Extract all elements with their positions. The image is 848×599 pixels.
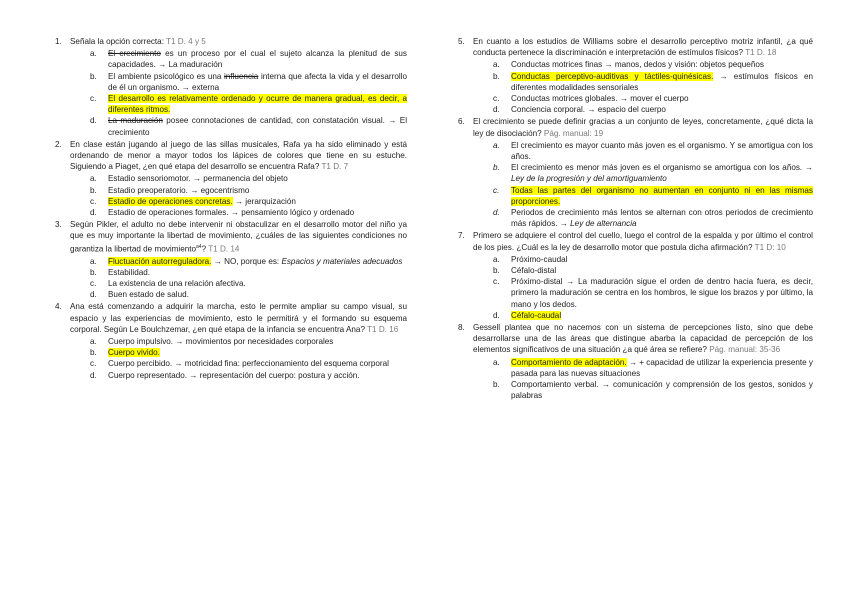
option-text	[511, 276, 813, 310]
option-text	[511, 162, 813, 184]
question-block	[55, 139, 407, 218]
answer-options	[458, 254, 813, 321]
option-text-segment: Próximo-caudal	[511, 254, 568, 264]
struck-text: El crecimiento	[108, 49, 161, 59]
option-letter: b.	[493, 266, 500, 276]
source-reference: T1 D. 16	[367, 324, 399, 334]
option-text	[511, 254, 813, 265]
source-reference: T1 D. 7	[321, 162, 349, 172]
answer-option	[90, 289, 407, 300]
option-letter: d.	[90, 116, 97, 126]
answer-option	[90, 196, 407, 207]
answer-option	[90, 115, 407, 137]
option-letter: c.	[90, 94, 97, 104]
option-text-segment: → estímulos físicos en diferentes modalidades sensoriales	[511, 71, 813, 92]
option-text-segment: es un proceso por el cual el sujeto alcanza la plenitud de sus capacidades. → La maduración	[108, 49, 407, 70]
question	[458, 230, 813, 252]
answer-option	[90, 48, 407, 70]
question-block	[458, 230, 813, 321]
right-column	[458, 36, 813, 403]
option-text-segment: Estadio sensoriomotor. → permanencia del objeto	[108, 174, 288, 184]
option-letter: d.	[493, 310, 500, 320]
option-text	[108, 370, 407, 381]
option-text-segment: Cuerpo impulsivo. → movimientos por necesidades corporales	[108, 337, 334, 346]
question	[55, 301, 407, 335]
option-text-segment: Ley de la progresión y del amortiguamiento	[511, 174, 667, 184]
option-text	[108, 115, 407, 137]
answer-option	[90, 71, 407, 93]
option-text	[108, 347, 407, 358]
question-number: 2.	[55, 139, 62, 149]
option-letter: a.	[493, 140, 500, 150]
option-letter: b.	[90, 348, 97, 358]
question-statement: En clase están jugando al juego de las sillas musicales, Rafa ya ha sido eliminado y está ordenando de menor a mayor todos los lápices de colores que tiene en su estuche. Siguiendo a Piaget, ¿en qué etapa del desarrollo se encuentra Rafa?	[70, 139, 407, 172]
option-text	[108, 71, 407, 93]
source-reference: T1 D. 4 y 5	[166, 37, 206, 46]
question-text	[70, 139, 407, 173]
option-letter: a.	[493, 254, 500, 264]
question-text	[473, 116, 813, 138]
option-text-segment: → + capacidad de utilizar la experiencia presente y pasada para las nuevas situaciones	[511, 357, 813, 378]
highlighted-answer: Todas las partes del organismo no aumentan en conjunto ni en las mismas proporciones.	[511, 185, 813, 206]
option-text-segment: Cuerpo percibido. → motricidad fina: perfeccionamiento del esquema corporal	[108, 359, 389, 369]
answer-option	[90, 93, 407, 115]
struck-text: influencia	[224, 71, 259, 81]
answer-option	[493, 254, 813, 265]
option-letter: b.	[493, 380, 500, 390]
answer-option	[493, 185, 813, 207]
option-text	[511, 379, 813, 401]
answer-option	[90, 256, 407, 267]
question-text	[473, 322, 813, 356]
answer-option	[90, 207, 407, 218]
option-letter: c.	[90, 196, 97, 206]
option-letter: d.	[493, 105, 500, 115]
question-statement-end: ?	[201, 244, 209, 254]
option-text-segment: El ambiente psicológico es una	[108, 71, 224, 81]
option-letter: d.	[493, 208, 500, 218]
option-text-segment: Estadio de operaciones formales. → pensamiento lógico y ordenado	[108, 208, 355, 218]
question-block	[458, 116, 813, 229]
option-text	[511, 207, 813, 229]
question	[55, 139, 407, 173]
option-letter: b.	[90, 71, 97, 81]
answer-options	[55, 336, 407, 381]
question	[55, 219, 407, 254]
option-letter: b.	[493, 71, 500, 81]
option-text	[511, 59, 813, 70]
option-text-segment: Espacios y materiales adecuados	[281, 256, 403, 266]
answer-option	[493, 140, 813, 162]
option-text-segment: Próximo-distal → La maduración sigue el orden de dentro hacia fuera, es decir, primero la maduración se centra en los hombros, le sigue los brazos y por último, la mano y los dedos.	[511, 277, 813, 309]
highlighted-answer: El desarrollo es relativamente ordenado y ocurre de manera gradual, es decir, a diferentes ritmos.	[108, 94, 407, 115]
option-letter: b.	[493, 163, 500, 173]
answer-option	[493, 276, 813, 310]
answer-options	[55, 48, 407, 138]
option-text-segment: Conductas motrices finas → manos, dedos y visión: objetos pequeños	[511, 60, 764, 70]
question-statement: Gessell plantea que no nacemos con un sistema de percepciones listo, sino que debe desarrollarse una de las áreas que distingue abarba la capacidad de percepción de los elementos significativos de una situación ¿a qué área se refiere?	[473, 323, 813, 355]
answer-option	[493, 162, 813, 184]
option-text	[108, 289, 407, 300]
question-text	[473, 36, 813, 58]
option-letter: c.	[493, 185, 500, 195]
question-text	[70, 36, 407, 47]
option-text-segment: Estadio preoperatorio. → egocentrismo	[108, 185, 250, 195]
answer-option	[90, 185, 407, 196]
answer-option	[493, 71, 813, 93]
question-statement: Según Pikler, el adulto no debe intervenir ni obstaculizar en el desarrollo motor del niño ya que es muy importante la libertad de movimiento, ¿cuáles de las siguientes condiciones no garantiza la libertad de movimiento	[70, 220, 407, 254]
option-text	[511, 104, 813, 115]
question-block	[458, 36, 813, 115]
option-text-segment: El crecimiento es menor más joven es el organismo se amortigua con los años. →	[511, 163, 813, 173]
question-text	[473, 230, 813, 252]
option-text	[108, 173, 407, 184]
question-number: 1.	[55, 37, 62, 46]
answer-options	[458, 140, 813, 230]
highlighted-answer: Conductas perceptivo-auditivas y táctiles-quinésicas.	[511, 71, 714, 81]
highlighted-answer: Cuerpo vivido.	[108, 348, 160, 358]
footnote-marker: a4	[196, 243, 202, 250]
option-text	[511, 140, 813, 162]
option-text-segment: → jerarquización	[232, 196, 296, 206]
question	[458, 116, 813, 138]
option-text	[511, 310, 813, 321]
highlighted-answer: Comportamiento de adaptación.	[511, 357, 627, 367]
question-text	[70, 301, 407, 335]
highlighted-answer: Céfalo-caudal	[511, 310, 562, 320]
option-text-segment: Ley de alternancia	[570, 219, 637, 229]
option-text-segment: posee connotaciones de cantidad, con constatación visual. → El crecimiento	[108, 116, 408, 137]
option-letter: a.	[90, 49, 97, 59]
option-letter: d.	[90, 290, 97, 300]
question-statement: El crecimiento se puede definir gracias a un conjunto de leyes, concretamente, ¿qué dicta la ley de disociación?	[473, 117, 813, 138]
struck-text: La maduración	[108, 116, 163, 126]
answer-option	[493, 265, 813, 276]
option-letter: d.	[90, 370, 97, 380]
question-number: 4.	[55, 302, 62, 312]
source-reference: T1 D: 10	[754, 242, 786, 252]
option-text	[511, 185, 813, 207]
answer-options	[458, 59, 813, 115]
answer-options	[458, 357, 813, 402]
option-text	[108, 185, 407, 196]
answer-option	[493, 59, 813, 70]
answer-option	[90, 358, 407, 369]
option-text-segment: Periodos de crecimiento más lentos se alternan con otros periodos de crecimiento más rápidos. →	[511, 208, 813, 229]
option-text	[511, 357, 813, 379]
option-text	[108, 267, 407, 278]
option-letter: c.	[90, 359, 97, 369]
option-text	[108, 196, 407, 207]
question-statement: Primero se adquiere el control del cuello, luego el control de la espalda y por último el control de los pies. ¿Cuál es la ley de desarrollo motor que postula dicha afirmación?	[473, 231, 813, 252]
source-reference: Pág. manual: 35-36	[709, 345, 781, 355]
option-letter: a.	[90, 174, 97, 184]
question-block	[55, 301, 407, 380]
answer-option	[90, 267, 407, 278]
source-reference: T1 D. 18	[745, 48, 777, 58]
highlighted-answer: Estadio de operaciones concretas.	[108, 196, 233, 206]
question-number: 8.	[458, 323, 465, 333]
question-statement: En cuanto a los estudios de Williams sobre el desarrollo perceptivo motriz infantil, ¿a qué conducta pertenece la discriminación e interpretación de estímulos físicos?	[473, 37, 813, 58]
option-text-segment: Cuerpo representado. → representación del cuerpo: postura y acción.	[108, 370, 360, 380]
answer-option	[90, 370, 407, 381]
source-reference: T1 D. 14	[208, 244, 240, 254]
option-text	[108, 207, 407, 218]
question	[458, 36, 813, 58]
option-letter: a.	[493, 357, 500, 367]
answer-option	[493, 104, 813, 115]
option-text-segment: Estabilidad.	[108, 267, 151, 277]
question	[55, 36, 407, 47]
option-text	[511, 93, 813, 104]
answer-options	[55, 256, 407, 301]
option-text	[108, 278, 407, 289]
question-statement: Señala la opción correcta:	[70, 37, 167, 46]
question	[458, 322, 813, 356]
option-text-segment: Comportamiento verbal. → comunicación y comprensión de los gestos, sonidos y palabras	[511, 380, 813, 401]
option-letter: b.	[90, 185, 97, 195]
option-text-segment: Conductas motrices globales. → mover el cuerpo	[511, 94, 689, 104]
source-reference: Pág. manual: 19	[543, 128, 604, 138]
option-text	[108, 336, 407, 347]
highlighted-answer: Fluctuación autorreguladora.	[108, 256, 212, 266]
option-text-segment: Buen estado de salud.	[108, 290, 189, 300]
question-block	[55, 219, 407, 300]
option-letter: c.	[90, 278, 97, 288]
answer-option	[90, 173, 407, 184]
answer-option	[493, 357, 813, 379]
answer-option	[90, 278, 407, 289]
answer-option	[90, 347, 407, 358]
option-letter: c.	[493, 277, 500, 287]
option-text-segment: Céfalo-distal	[511, 266, 557, 276]
option-text	[108, 48, 407, 70]
answer-options	[55, 173, 407, 218]
option-text-segment: interna que afecta la vida y el desarrollo de él un organismo. → externa	[108, 71, 407, 92]
question-block	[458, 322, 813, 401]
option-text-segment: El crecimiento es mayor cuanto más joven es el organismo. Y se amortigua con los años.	[511, 140, 813, 162]
option-letter: a.	[90, 256, 97, 266]
option-letter: c.	[493, 94, 500, 104]
answer-option	[90, 336, 407, 347]
answer-option	[493, 379, 813, 401]
option-letter: a.	[493, 60, 500, 70]
answer-option	[493, 310, 813, 321]
answer-option	[493, 93, 813, 104]
question-number: 7.	[458, 231, 465, 241]
option-text-segment: Conciencia corporal. → espacio del cuerpo	[511, 105, 666, 115]
option-text-segment: → NO, porque es:	[211, 256, 282, 266]
question-number: 6.	[458, 117, 465, 127]
option-letter: b.	[90, 267, 97, 277]
option-text	[511, 265, 813, 276]
option-text	[108, 256, 407, 267]
question-block	[55, 36, 407, 138]
question-statement: Ana está comenzando a adquirir la marcha, esto le permite ampliar su campo visual, su espacio y las experiencias de movimiento, esto le permitirá y el formando su esquema corporal. Según Le Boulchzemar, ¿en qué etapa de la infancia se encuentra Ana?	[70, 302, 407, 334]
question-number: 3.	[55, 220, 62, 230]
option-letter: a.	[90, 337, 97, 346]
option-text	[511, 71, 813, 93]
option-text	[108, 93, 407, 115]
answer-option	[493, 207, 813, 229]
option-letter: d.	[90, 208, 97, 218]
option-text	[108, 358, 407, 369]
option-text-segment: La existencia de una relación afectiva.	[108, 278, 246, 288]
question-number: 5.	[458, 37, 465, 46]
left-column	[55, 36, 407, 382]
question-text	[70, 219, 407, 254]
